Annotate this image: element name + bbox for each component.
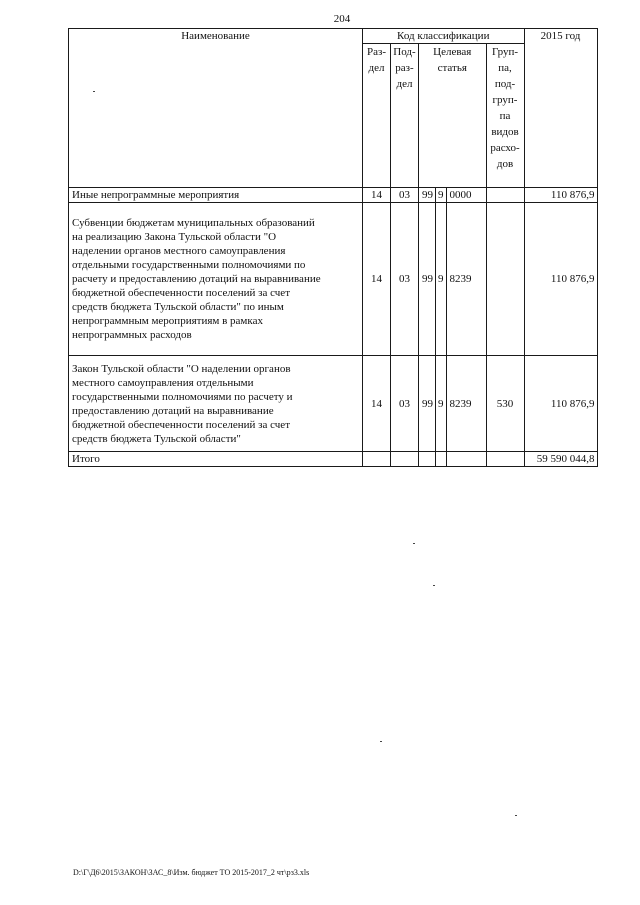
header-group-line: дов (496, 158, 514, 170)
row-target-c: 8239 (446, 356, 486, 452)
total-empty-cell (436, 452, 447, 467)
row-amount: 110 876,9 (524, 188, 597, 203)
row-name-line: средств бюджета Тульской области" по иным (72, 301, 284, 313)
row-name-line: государственными полномочиями по расчету и (72, 390, 293, 403)
row-target-c: 0000 (446, 188, 486, 203)
scan-speck (433, 585, 435, 586)
header-group-line: расхо- (490, 142, 520, 154)
scan-speck (515, 815, 517, 816)
header-section-line: дел (368, 62, 385, 74)
row-section: 14 (363, 188, 391, 203)
row-name: Иные непрограммные мероприятия (69, 188, 363, 203)
total-empty-cell (486, 452, 524, 467)
row-name-line: непрограммных расходов (72, 329, 192, 341)
row-subsection: 03 (391, 356, 419, 452)
budget-table (68, 28, 598, 467)
row-name-line: бюджетной обеспеченности поселений за счет (72, 418, 290, 431)
row-name-line: Субвенции бюджетам муниципальных образований (72, 217, 315, 229)
table-row (69, 203, 598, 356)
row-target-b: 9 (436, 188, 447, 203)
row-target-b: 9 (436, 356, 447, 452)
scan-speck (93, 91, 95, 92)
header-group-line: груп- (492, 94, 518, 106)
header-classification: Код классификации (363, 29, 525, 44)
header-group-line: видов (491, 126, 519, 138)
total-label: Итого (69, 452, 363, 467)
row-name-line: средств бюджета Тульской области" (72, 432, 241, 445)
row-subsection: 03 (391, 203, 419, 356)
row-group (486, 188, 524, 203)
row-target-a: 99 (419, 356, 436, 452)
header-section (363, 44, 391, 188)
row-name-line: Закон Тульской области "О наделении органов (72, 362, 291, 375)
header-subsection-line: Под- (393, 46, 416, 58)
total-empty-cell (363, 452, 391, 467)
header-row-1 (69, 29, 598, 44)
total-empty-cell (446, 452, 486, 467)
row-section: 14 (363, 203, 391, 356)
total-amount: 59 590 044,8 (524, 452, 597, 467)
page-number: 204 (333, 13, 351, 25)
row-target-a: 99 (419, 188, 436, 203)
row-target-b: 9 (436, 203, 447, 356)
header-target-line: Целевая (433, 46, 472, 58)
header-subsection-line: раз- (395, 62, 414, 74)
header-subsection-line: дел (396, 78, 413, 90)
header-group-line: па (499, 110, 511, 122)
header-expense-group (486, 44, 524, 188)
row-section: 14 (363, 356, 391, 452)
header-year: 2015 год (524, 29, 597, 188)
table-row (69, 356, 598, 452)
scan-speck (380, 741, 382, 742)
footer-file-path: D:\Г\Д6\2015\ЗАКОН\ЗАС_8\Изм. бюджет ТО 2015-2017_2 чт\рз3.xls (73, 868, 310, 877)
scan-speck (413, 543, 415, 544)
row-subsection: 03 (391, 188, 419, 203)
header-group-line: Груп- (491, 46, 519, 58)
row-name-line: расчету и предоставлению дотаций на выравнивание (72, 273, 321, 285)
header-section-line: Раз- (366, 46, 386, 58)
row-group: 530 (486, 356, 524, 452)
row-name-line: предоставлению дотаций на выравнивание (72, 404, 274, 417)
row-name-line: бюджетной обеспеченности поселений за счет (72, 287, 290, 299)
row-name-line: отдельными государственными полномочиями по (72, 259, 306, 271)
header-name: Наименование (69, 29, 363, 188)
row-name (69, 203, 363, 356)
table-row (69, 188, 598, 203)
row-amount: 110 876,9 (524, 356, 597, 452)
row-name (69, 356, 363, 452)
total-row (69, 452, 598, 467)
header-target-article (419, 44, 487, 188)
header-subsection (391, 44, 419, 188)
row-name-line: непрограммным мероприятиям в рамках (72, 315, 263, 327)
row-target-c: 8239 (446, 203, 486, 356)
header-target-line: статья (437, 62, 467, 74)
row-group (486, 203, 524, 356)
row-name-line: на реализацию Закона Тульской области "О (72, 231, 277, 243)
row-target-a: 99 (419, 203, 436, 356)
row-name-line: наделении органов местного самоуправления (72, 245, 286, 257)
header-group-line: па, (498, 62, 512, 74)
header-group-line: под- (494, 78, 516, 90)
row-amount: 110 876,9 (524, 203, 597, 356)
total-empty-cell (419, 452, 436, 467)
row-name-line: местного самоуправления отдельными (72, 376, 254, 389)
total-empty-cell (391, 452, 419, 467)
